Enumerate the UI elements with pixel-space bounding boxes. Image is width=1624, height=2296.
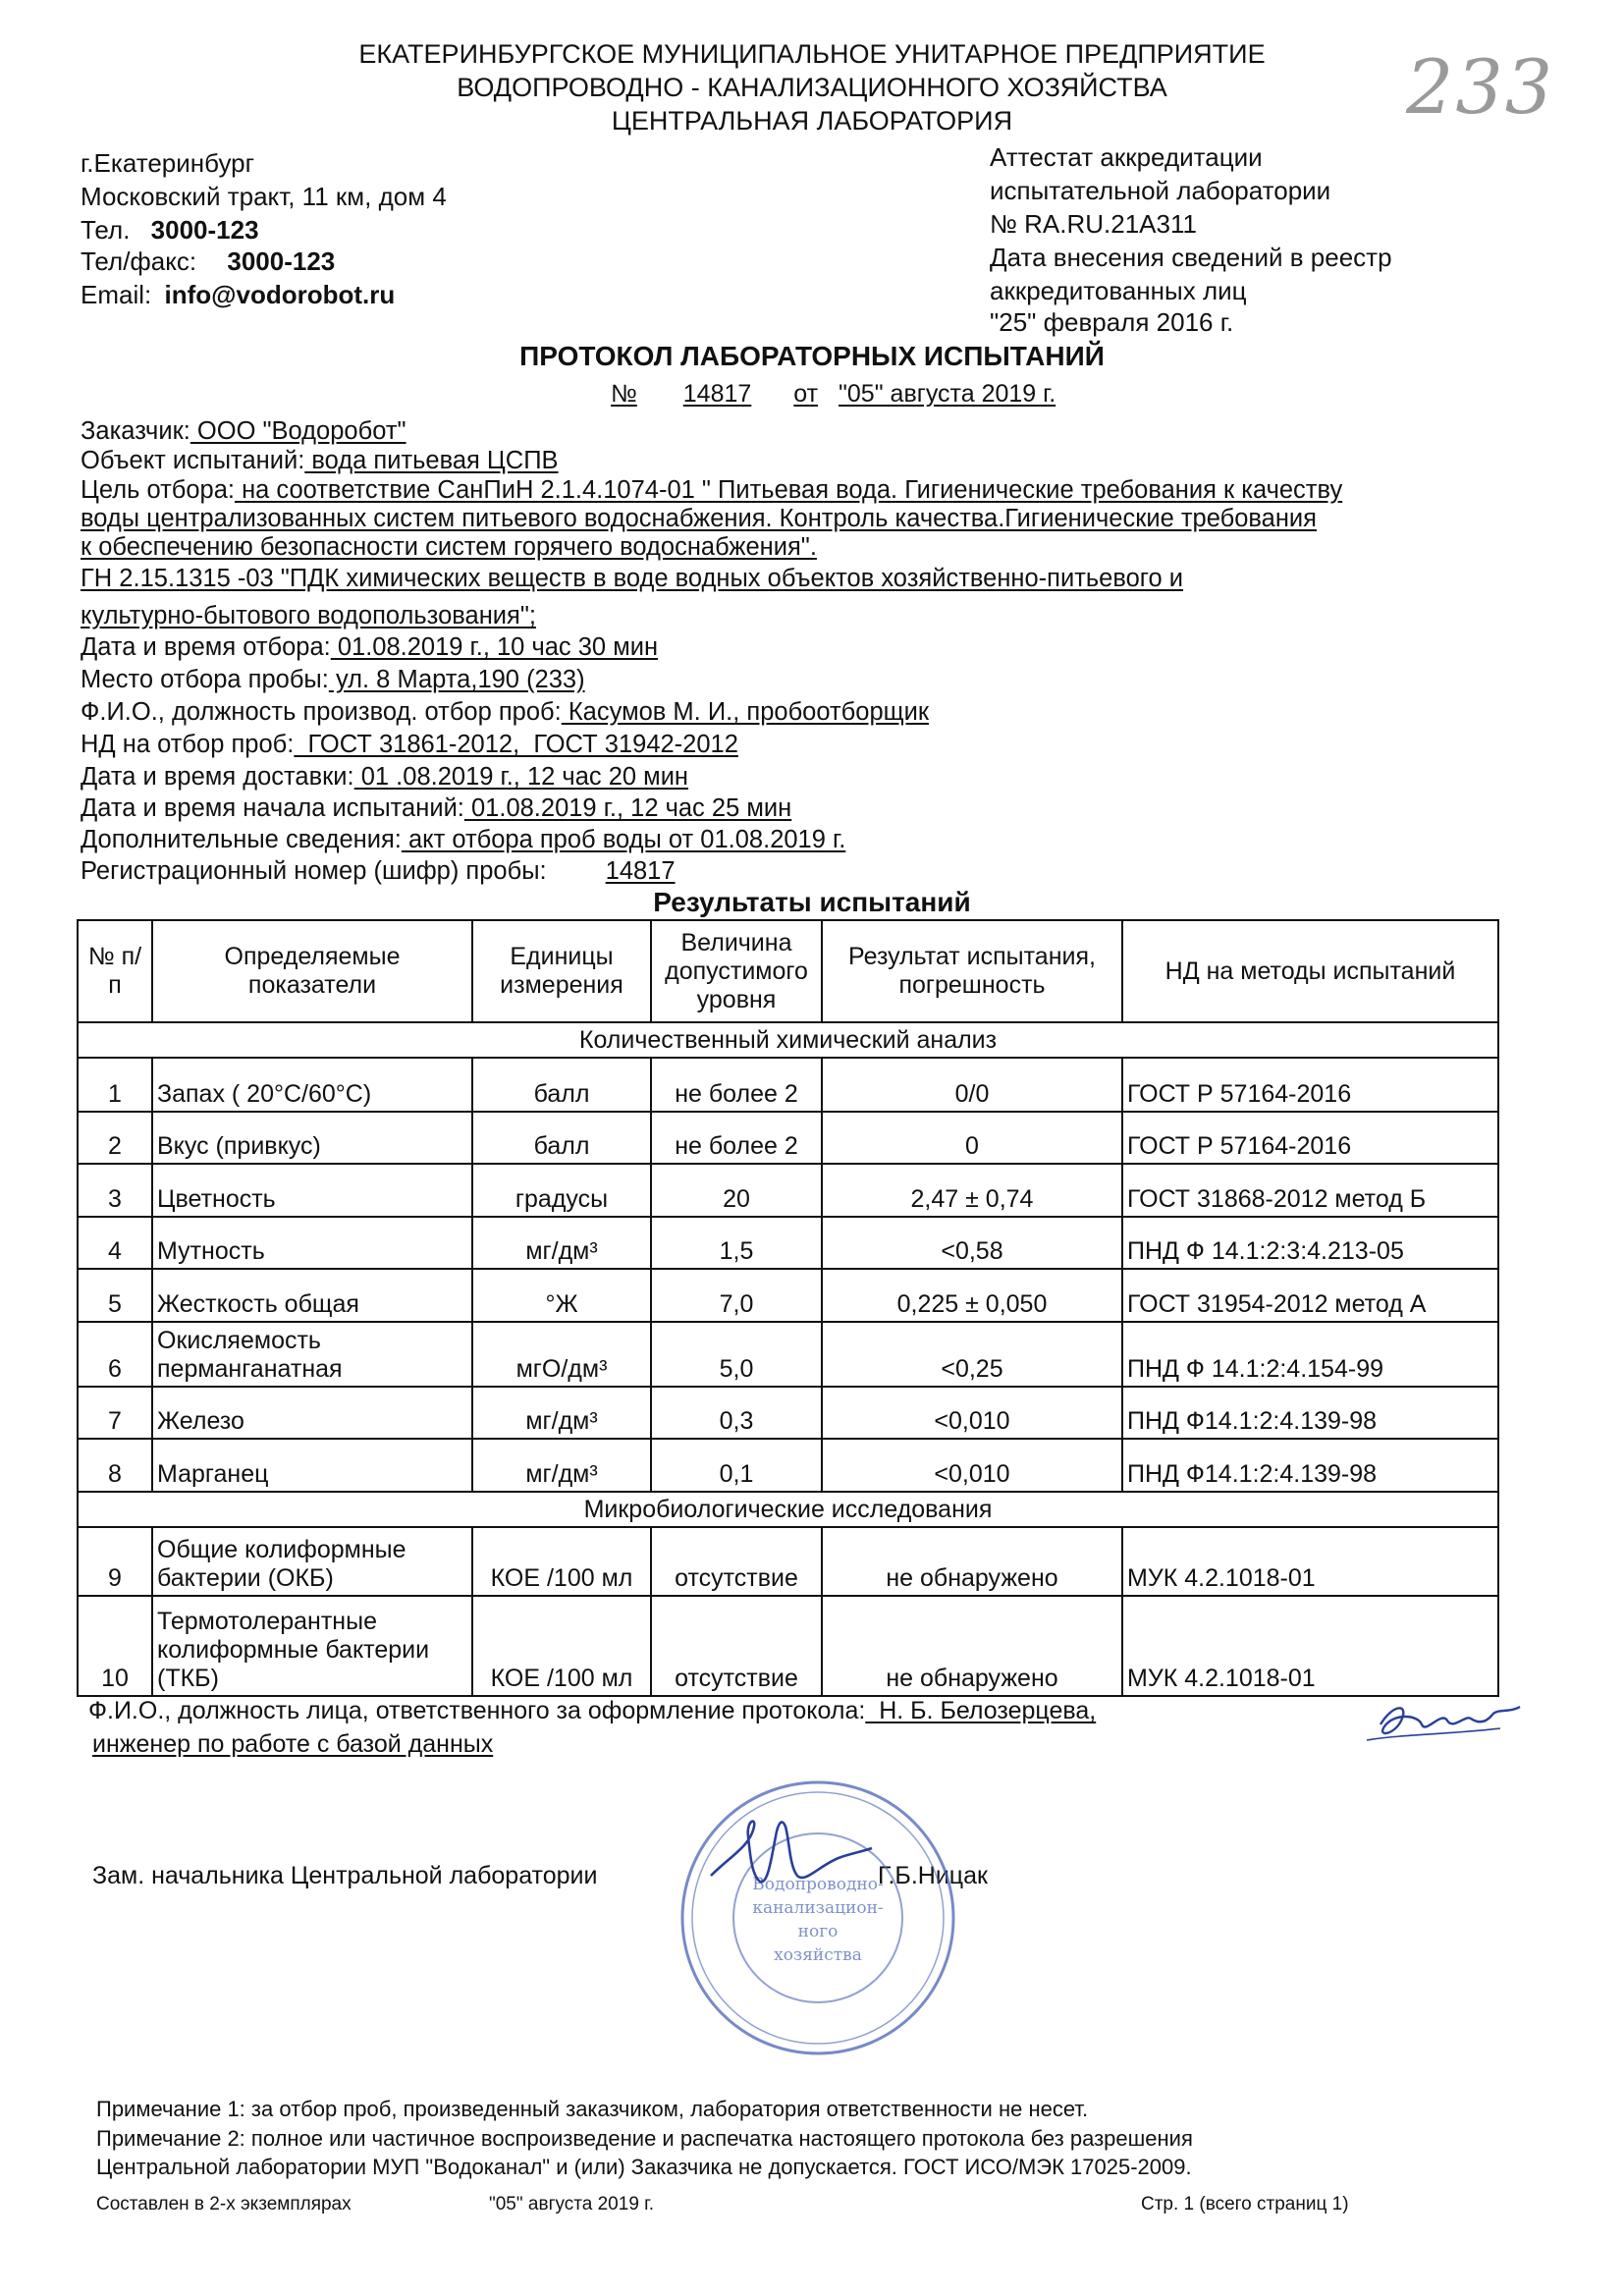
field-sampling-place-value: ул. 8 Марта,190 (233) [328,666,585,693]
protocol-from-label: от [793,380,819,408]
address-city: г.Екатеринбург [81,148,255,178]
protocol-title: ПРОТОКОЛ ЛАБОРАТОРНЫХ ИСПЫТАНИЙ [519,341,1105,371]
email-address: info@vodorobot.ru [164,280,396,309]
section-micro: Микробиологические исследования [78,1492,1498,1527]
field-sampler [81,697,929,728]
responsible-label: Ф.И.О., должность лица, ответственного за оформление протокола: [88,1697,866,1724]
row-param: Общие колиформные бактерии (ОКБ) [152,1527,472,1596]
section-row-chemical [78,1022,1498,1058]
row-method: ГОСТ Р 57164-2016 [1122,1058,1498,1112]
responsible-position: инженер по работе с базой данных [92,1730,494,1758]
row-num: 2 [78,1112,152,1164]
field-delivery-value: 01 .08.2019 г., 12 час 20 мин [353,763,689,791]
protocol-number-line [611,379,1056,410]
row-method: МУК 4.2.1018-01 [1122,1527,1498,1596]
row-method: ПНД Ф14.1:2:4.139-98 [1122,1387,1498,1439]
stamp-center-line4: хозяйства [774,1945,862,1965]
deputy-signature [691,1797,878,1905]
field-test-start-value: 01.08.2019 г., 12 час 25 мин [463,794,792,822]
section-chemical: Количественный химический анализ [78,1022,1498,1058]
row-param: Жесткость общая [152,1269,472,1322]
field-registration [81,856,676,887]
accreditation-line4: Дата внесения сведений в реестр [990,243,1392,272]
row-num: 6 [78,1322,152,1387]
footer-copies: Составлен в 2-х экземплярах [96,2194,352,2214]
row-unit: КОЕ /100 мл [472,1527,651,1596]
fax-label: Тел/факс: [81,246,197,276]
row-result: <0,58 [822,1217,1122,1269]
header-limit: Величина допустимого уровня [651,920,822,1022]
row-unit: мгО/дм³ [472,1322,651,1387]
field-extra-info-value: акт отбора проб воды от 01.08.2019 г. [401,826,846,853]
field-test-start [81,793,791,824]
field-sampling-standard [81,730,738,760]
field-delivery-label: Дата и время доставки: [81,763,354,791]
row-result: не обнаружено [822,1527,1122,1596]
row-unit: градусы [472,1164,651,1217]
table-row [78,1058,1498,1112]
field-sampling-datetime [81,632,658,663]
field-object [81,446,559,476]
row-param: Термотолерантные колиформные бактерии (ТКБ) [152,1596,472,1696]
row-num: 4 [78,1217,152,1269]
table-row [78,1596,1498,1696]
row-result: 2,47 ± 0,74 [822,1164,1122,1217]
table-row [78,1387,1498,1439]
field-purpose-label: Цель отбора: [81,476,235,504]
row-limit: 7,0 [651,1269,822,1322]
row-result: не обнаружено [822,1596,1122,1696]
row-param: Железо [152,1387,472,1439]
deputy-name: Г.Б.Ницак [878,1862,988,1889]
deputy-title: Зам. начальника Центральной лаборатории [92,1862,598,1889]
field-purpose-value-4: ГН 2.15.1315 -03 "ПДК химических веществ в воде водных объектов хозяйственно-питьевого и [81,565,1184,592]
header-result: Результат испытания, погрешность [822,920,1122,1022]
row-method: ПНД Ф 14.1:2:3:4.213-05 [1122,1217,1498,1269]
table-row [78,1164,1498,1217]
row-result: 0 [822,1112,1122,1164]
row-unit: балл [472,1058,651,1112]
note-2-line2: Центральной лаборатории МУП "Водоканал" и (или) Заказчика не допускается. ГОСТ ИСО/МЭК 17025-2009. [96,2155,1192,2179]
row-result: <0,010 [822,1387,1122,1439]
field-sampling-standard-label: НД на отбор проб: [81,731,295,758]
field-sampling-datetime-value: 01.08.2019 г., 10 час 30 мин [330,633,659,661]
row-num: 5 [78,1269,152,1322]
email-label: Email: [81,280,152,309]
row-num: 9 [78,1527,152,1596]
field-sampling-datetime-label: Дата и время отбора: [81,633,331,661]
phone-line [81,214,259,246]
field-customer-value: ООО "Водоробот" [189,417,406,445]
accreditation-line1: Аттестат аккредитации [990,142,1263,172]
responsible-signature [1363,1685,1530,1754]
stamp-center-line2: канализацион- [752,1898,884,1918]
fax-line [81,246,335,277]
protocol-num-label: № [611,380,637,408]
section-row-micro [78,1492,1498,1527]
row-limit: не более 2 [651,1112,822,1164]
fax-number: 3000-123 [227,246,336,276]
row-param: Мутность [152,1217,472,1269]
accreditation-line2: испытательной лаборатории [990,176,1331,205]
field-purpose-value-2: воды централизованных систем питьевого водоснабжения. Контроль качества.Гигиенические требования [81,505,1317,532]
address-street: Московский тракт, 11 км, дом 4 [81,182,447,211]
row-method: ПНД Ф14.1:2:4.139-98 [1122,1439,1498,1492]
row-param: Запах ( 20°С/60°С) [152,1058,472,1112]
row-method: ГОСТ Р 57164-2016 [1122,1112,1498,1164]
row-limit: отсутствие [651,1596,822,1696]
header-method: НД на методы испытаний [1122,920,1498,1022]
handwritten-page-number: 233 [1406,43,1555,131]
row-limit: 0,3 [651,1387,822,1439]
row-param: Цветность [152,1164,472,1217]
field-registration-label: Регистрационный номер (шифр) пробы: [81,857,547,885]
row-limit: не более 2 [651,1058,822,1112]
row-unit: мг/дм³ [472,1387,651,1439]
row-result: <0,010 [822,1439,1122,1492]
table-row [78,1322,1498,1387]
field-extra-info [81,825,845,855]
row-unit: мг/дм³ [472,1217,651,1269]
stamp-center-line3: ного [797,1922,839,1941]
field-delivery [81,762,688,793]
phone-label: Тел. [81,215,131,245]
field-object-value: вода питьевая ЦСПВ [304,447,559,474]
field-customer-label: Заказчик: [81,417,190,445]
row-num: 3 [78,1164,152,1217]
results-table [77,919,1499,1697]
table-row [78,1217,1498,1269]
row-result: 0/0 [822,1058,1122,1112]
org-name-line1: ЕКАТЕРИНБУРГСКОЕ МУНИЦИПАЛЬНОЕ УНИТАРНОЕ ПРЕДПРИЯТИЕ [358,39,1266,69]
table-row [78,1112,1498,1164]
row-param: Вкус (привкус) [152,1112,472,1164]
field-sampling-place [81,665,585,695]
accreditation-number: № RA.RU.21A311 [990,209,1197,239]
row-method: МУК 4.2.1018-01 [1122,1596,1498,1696]
row-num: 1 [78,1058,152,1112]
row-limit: 0,1 [651,1439,822,1492]
field-purpose-value-3: к обеспечению безопасности систем горячего водоснабжения". [81,533,817,561]
phone-number: 3000-123 [150,215,259,245]
row-unit: мг/дм³ [472,1439,651,1492]
row-method: ГОСТ 31868-2012 метод Б [1122,1164,1498,1217]
row-limit: 5,0 [651,1322,822,1387]
table-row [78,1439,1498,1492]
org-name-line2: ВОДОПРОВОДНО - КАНАЛИЗАЦИОННОГО ХОЗЯЙСТВА [457,73,1167,102]
table-header-row [78,920,1498,1022]
field-sampler-label: Ф.И.О., должность производ. отбор проб: [81,698,562,726]
row-num: 8 [78,1439,152,1492]
protocol-date: "05" августа 2019 г. [839,380,1056,408]
field-test-start-label: Дата и время начала испытаний: [81,794,464,822]
field-registration-value: 14817 [605,857,676,885]
field-purpose-value-5: культурно-бытового водопользования"; [81,602,536,629]
row-param: Марганец [152,1439,472,1492]
row-num: 7 [78,1387,152,1439]
responsible-name: Н. Б. Белозерцева, [865,1697,1097,1724]
row-unit: балл [472,1112,651,1164]
row-param: Окисляемость перманганатная [152,1322,472,1387]
table-row [78,1269,1498,1322]
footer-page: Стр. 1 (всего страниц 1) [1141,2194,1349,2214]
header-param: Определяемые показатели [152,920,472,1022]
stamp-center-line1: Водопроводно- [752,1875,884,1894]
row-limit: 20 [651,1164,822,1217]
table-row [78,1527,1498,1596]
protocol-number: 14817 [682,380,752,408]
field-customer [81,416,406,447]
results-title: Результаты испытаний [653,887,971,917]
row-method: ГОСТ 31954-2012 метод А [1122,1269,1498,1322]
field-sampler-value: Касумов М. И., пробоотборщик [561,698,930,726]
row-unit: °Ж [472,1269,651,1322]
row-num: 10 [78,1596,152,1696]
row-method: ПНД Ф 14.1:2:4.154-99 [1122,1322,1498,1387]
field-sampling-place-label: Место отбора пробы: [81,666,329,693]
row-result: <0,25 [822,1322,1122,1387]
row-result: 0,225 ± 0,050 [822,1269,1122,1322]
header-num: № п/п [78,920,152,1022]
field-extra-info-label: Дополнительные сведения: [81,826,402,853]
field-object-label: Объект испытаний: [81,447,305,474]
field-purpose-value-1: на соответствие СанПиН 2.1.4.1074-01 " Питьевая вода. Гигиенические требования к качеству [234,476,1343,504]
row-limit: 1,5 [651,1217,822,1269]
email-line [81,279,395,310]
footer-date: "05" августа 2019 г. [489,2194,655,2214]
accreditation-line5: аккредитованных лиц [990,276,1247,305]
row-limit: отсутствие [651,1527,822,1596]
note-1: Примечание 1: за отбор проб, произведенный заказчиком, лаборатория ответственности не несет. [96,2097,1089,2121]
note-2-line1: Примечание 2: полное или частичное воспроизведение и распечатка настоящего протокола без разрешения [96,2126,1193,2151]
field-purpose [81,475,1342,506]
header-unit: Единицы измерения [472,920,651,1022]
row-unit: КОЕ /100 мл [472,1596,651,1696]
org-name-line3: ЦЕНТРАЛЬНАЯ ЛАБОРАТОРИЯ [611,106,1013,136]
accreditation-date: "25" февраля 2016 г. [990,307,1234,337]
field-sampling-standard-value: ГОСТ 31861-2012, ГОСТ 31942-2012 [294,731,738,758]
responsible-line [88,1696,1244,1726]
